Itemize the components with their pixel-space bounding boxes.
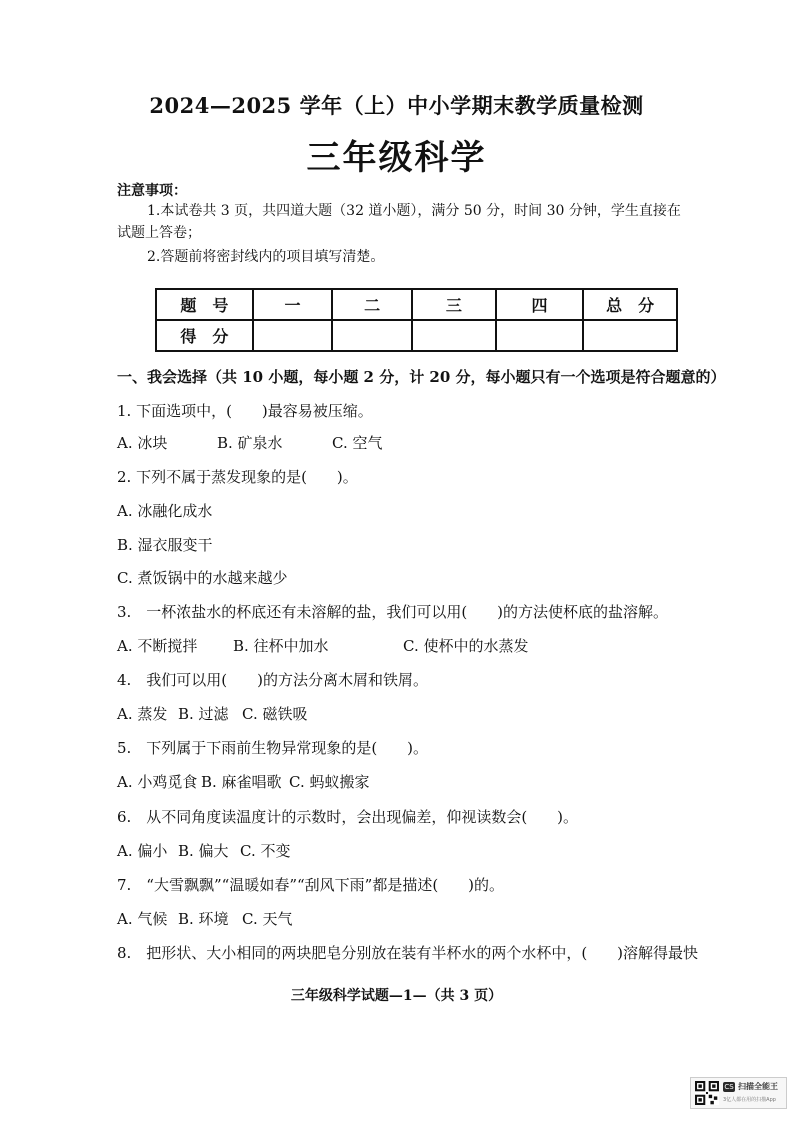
exam-title: 2024—2025 学年（上）中小学期末教学质量检测 — [149, 93, 644, 118]
option-a[interactable]: A. 小鸡觅食 — [117, 773, 198, 791]
option-a[interactable]: A. 冰融化成水 — [117, 502, 213, 520]
score-table-cell: 总 分 — [583, 289, 677, 320]
camscanner-logo-icon: CS — [724, 1083, 734, 1091]
option-b[interactable]: B. 麻雀唱歌 — [201, 773, 282, 791]
page-footer: 三年级科学试题—1—（共 3 页） — [290, 988, 503, 1004]
question-stem: 4. 我们可以用( )的方法分离木屑和铁屑。 — [117, 671, 429, 689]
score-table-header-row — [156, 289, 677, 320]
option-c[interactable]: C. 空气 — [332, 434, 383, 452]
option-c[interactable]: C. 天气 — [242, 910, 293, 928]
option-b[interactable]: B. 往杯中加水 — [233, 637, 329, 655]
option-b[interactable]: B. 环境 — [178, 910, 229, 928]
note-item-2: 2.答题前将密封线内的项目填写清楚。 — [147, 249, 385, 265]
option-a[interactable]: A. 冰块 — [117, 434, 168, 452]
question-stem: 5. 下列属于下雨前生物异常现象的是( )。 — [117, 739, 429, 757]
score-blank-cell[interactable] — [332, 320, 412, 351]
score-table-cell: 题 号 — [156, 289, 253, 320]
score-table-cell: 一 — [253, 289, 333, 320]
note-item-1-cont: 试题上答卷； — [117, 225, 201, 241]
question-stem: 3. 一杯浓盐水的杯底还有未溶解的盐，我们可以用( )的方法使杯底的盐溶解。 — [117, 603, 669, 621]
option-b[interactable]: B. 湿衣服变干 — [117, 536, 213, 554]
option-c[interactable]: C. 煮饭锅中的水越来越少 — [117, 569, 288, 587]
question-stem: 6. 从不同角度读温度计的示数时，会出现偏差，仰视读数会( )。 — [117, 808, 579, 826]
qr-code-icon — [695, 1081, 719, 1105]
score-table-score-row — [156, 320, 677, 351]
score-table — [155, 288, 678, 352]
option-a[interactable]: A. 气候 — [117, 910, 168, 928]
question-stem: 1. 下面选项中，( )最容易被压缩。 — [117, 402, 373, 420]
score-table-cell: 三 — [412, 289, 496, 320]
camscanner-tagline: 3亿人都在用的扫描App — [723, 1097, 776, 1103]
score-blank-cell[interactable] — [412, 320, 496, 351]
section-heading: 一、我会选择（共 10 小题，每小题 2 分，计 20 分，每小题只有一个选项是符合题意的） — [117, 368, 726, 386]
option-b[interactable]: B. 过滤 — [178, 705, 229, 723]
score-table-cell: 四 — [496, 289, 584, 320]
option-c[interactable]: C. 使杯中的水蒸发 — [403, 637, 529, 655]
option-c[interactable]: C. 蚂蚁搬家 — [289, 773, 370, 791]
camscanner-watermark — [690, 1077, 787, 1109]
camscanner-name: 扫描全能王 — [738, 1082, 778, 1091]
subject-title: 三年级科学 — [306, 138, 487, 178]
option-a[interactable]: A. 蒸发 — [117, 705, 168, 723]
option-b[interactable]: B. 偏大 — [178, 842, 229, 860]
option-a[interactable]: A. 不断搅拌 — [117, 637, 198, 655]
option-a[interactable]: A. 偏小 — [117, 842, 168, 860]
option-c[interactable]: C. 不变 — [240, 842, 291, 860]
score-blank-cell[interactable] — [583, 320, 677, 351]
question-stem: 2. 下列不属于蒸发现象的是( )。 — [117, 468, 358, 486]
option-c[interactable]: C. 磁铁吸 — [242, 705, 308, 723]
question-stem: 8. 把形状、大小相同的两块肥皂分别放在装有半杯水的两个水杯中，( )溶解得最快 — [117, 944, 699, 962]
question-stem: 7. “大雪飘飘”“温暖如春”“刮风下雨”都是描述( )的。 — [117, 876, 505, 894]
score-blank-cell[interactable] — [253, 320, 333, 351]
score-table-cell: 二 — [332, 289, 412, 320]
notes-heading: 注意事项： — [117, 183, 187, 199]
note-item-1: 1.本试卷共 3 页，共四道大题（32 道小题），满分 50 分，时间 30 分钟，学生直接在 — [147, 203, 681, 219]
score-blank-cell[interactable] — [496, 320, 584, 351]
option-b[interactable]: B. 矿泉水 — [217, 434, 283, 452]
score-table-cell: 得 分 — [156, 320, 253, 351]
